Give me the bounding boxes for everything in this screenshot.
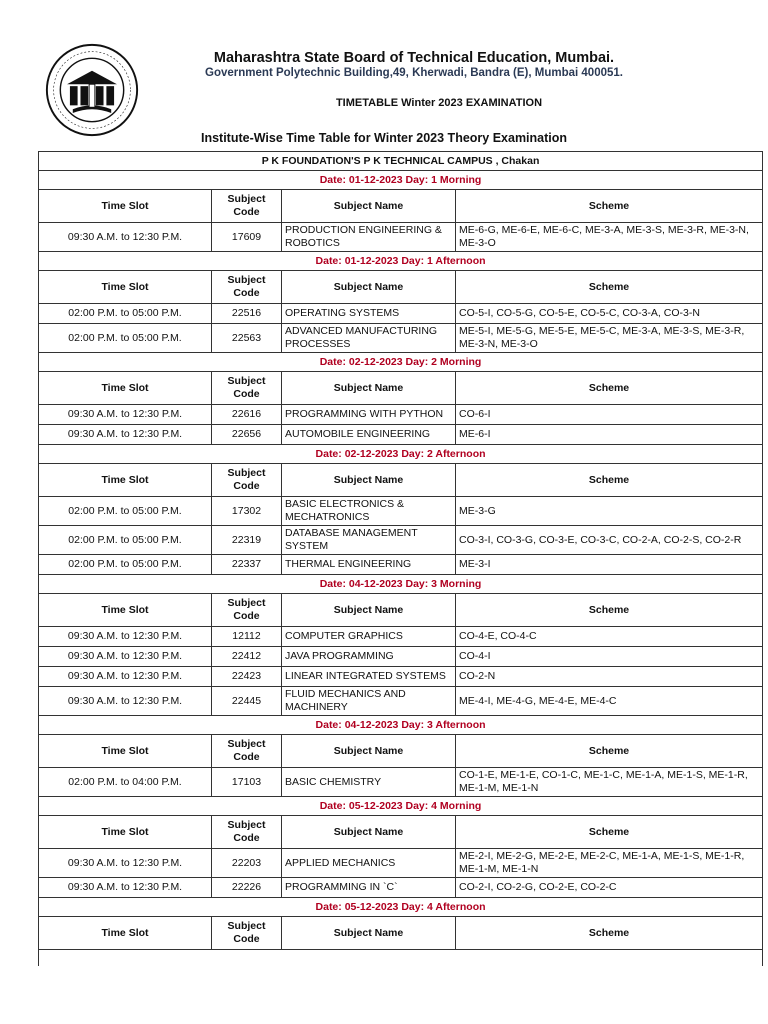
- header-subject-name: Subject Name: [282, 271, 456, 304]
- cell-scheme: CO-4-I: [456, 647, 763, 667]
- timetable: [38, 151, 763, 966]
- cell-scheme: CO-1-E, ME-1-E, CO-1-C, ME-1-C, ME-1-A, ME-1-S, ME-1-R, ME-1-M, ME-1-N: [456, 768, 763, 797]
- session-date: Date: 04-12-2023 Day: 3 Afternoon: [39, 716, 763, 735]
- cell-scheme: CO-2-I, CO-2-G, CO-2-E, CO-2-C: [456, 878, 763, 898]
- session-date-row: [39, 445, 763, 464]
- session-date: Date: 02-12-2023 Day: 2 Morning: [39, 353, 763, 372]
- header-subject-name: Subject Name: [282, 372, 456, 405]
- header-subject-name: Subject Name: [282, 917, 456, 950]
- cell-subject-name: PROGRAMMING IN `C`: [282, 878, 456, 898]
- table-title: Institute-Wise Time Table for Winter 2023 Theory Examination: [200, 131, 568, 145]
- cell-scheme: ME-2-I, ME-2-G, ME-2-E, ME-2-C, ME-1-A, ME-1-S, ME-1-R, ME-1-M, ME-1-N: [456, 849, 763, 878]
- session-date: Date: 02-12-2023 Day: 2 Afternoon: [39, 445, 763, 464]
- session-date-row: [39, 575, 763, 594]
- cell-subject-name: DATABASE MANAGEMENT SYSTEM: [282, 526, 456, 555]
- cell-scheme: CO-3-I, CO-3-G, CO-3-E, CO-3-C, CO-2-A, CO-2-S, CO-2-R: [456, 526, 763, 555]
- cell-scheme: CO-4-E, CO-4-C: [456, 627, 763, 647]
- header-time-slot: Time Slot: [39, 372, 212, 405]
- cell-subject-name: PRODUCTION ENGINEERING & ROBOTICS: [282, 223, 456, 252]
- cell-subject-name: JAVA PROGRAMMING: [282, 647, 456, 667]
- header-subject-name: Subject Name: [282, 464, 456, 497]
- cell-time-slot: 09:30 A.M. to 12:30 P.M.: [39, 647, 212, 667]
- column-header-row: [39, 190, 763, 223]
- table-row: [39, 497, 763, 526]
- cell-subject-code: 17609: [212, 223, 282, 252]
- institute-row: [39, 152, 763, 171]
- header-subject-code: Subject Code: [212, 271, 282, 304]
- header-scheme: Scheme: [456, 594, 763, 627]
- cell-scheme: ME-3-I: [456, 555, 763, 575]
- org-address: Government Polytechnic Building,49, Kherwadi, Bandra (E), Mumbai 400051.: [205, 67, 623, 79]
- header-scheme: Scheme: [456, 735, 763, 768]
- cell-subject-name: AUTOMOBILE ENGINEERING: [282, 425, 456, 445]
- header-time-slot: Time Slot: [39, 464, 212, 497]
- table-row: [39, 878, 763, 898]
- table-row: [39, 627, 763, 647]
- cell-time-slot: 09:30 A.M. to 12:30 P.M.: [39, 405, 212, 425]
- header-subject-code: Subject Code: [212, 816, 282, 849]
- header-time-slot: Time Slot: [39, 271, 212, 304]
- cell-subject-name: BASIC CHEMISTRY: [282, 768, 456, 797]
- session-date-row: [39, 797, 763, 816]
- cell-subject-name: PROGRAMMING WITH PYTHON: [282, 405, 456, 425]
- exam-title: TIMETABLE Winter 2023 EXAMINATION: [335, 97, 543, 109]
- column-header-row: [39, 735, 763, 768]
- cell-subject-code: 22563: [212, 324, 282, 353]
- org-name: Maharashtra State Board of Technical Education, Mumbai.: [213, 50, 615, 66]
- cell-time-slot: 09:30 A.M. to 12:30 P.M.: [39, 223, 212, 252]
- header-time-slot: Time Slot: [39, 816, 212, 849]
- session-date: Date: 01-12-2023 Day: 1 Afternoon: [39, 252, 763, 271]
- header-subject-name: Subject Name: [282, 190, 456, 223]
- cell-subject-name: LINEAR INTEGRATED SYSTEMS: [282, 667, 456, 687]
- cell-scheme: CO-6-I: [456, 405, 763, 425]
- cell-subject-code: 17302: [212, 497, 282, 526]
- continuation-cell: [39, 950, 763, 967]
- session-date: Date: 01-12-2023 Day: 1 Morning: [39, 171, 763, 190]
- cell-subject-name: FLUID MECHANICS AND MACHINERY: [282, 687, 456, 716]
- column-header-row: [39, 594, 763, 627]
- header-scheme: Scheme: [456, 190, 763, 223]
- header-scheme: Scheme: [456, 464, 763, 497]
- header-subject-code: Subject Code: [212, 372, 282, 405]
- column-header-row: [39, 464, 763, 497]
- cell-subject-code: 22203: [212, 849, 282, 878]
- cell-subject-code: 22319: [212, 526, 282, 555]
- header-time-slot: Time Slot: [39, 594, 212, 627]
- header-subject-code: Subject Code: [212, 190, 282, 223]
- table-row: [39, 405, 763, 425]
- header-subject-name: Subject Name: [282, 594, 456, 627]
- cell-scheme: CO-2-N: [456, 667, 763, 687]
- session-date-row: [39, 353, 763, 372]
- cell-subject-code: 22423: [212, 667, 282, 687]
- cell-subject-code: 17103: [212, 768, 282, 797]
- header-subject-code: Subject Code: [212, 594, 282, 627]
- table-row: [39, 324, 763, 353]
- header-time-slot: Time Slot: [39, 190, 212, 223]
- institute-name: P K FOUNDATION'S P K TECHNICAL CAMPUS , Chakan: [39, 152, 763, 171]
- header-scheme: Scheme: [456, 816, 763, 849]
- column-header-row: [39, 816, 763, 849]
- cell-subject-code: 22445: [212, 687, 282, 716]
- session-date-row: [39, 898, 763, 917]
- continuation-row: [39, 950, 763, 967]
- session-date-row: [39, 252, 763, 271]
- session-date-row: [39, 171, 763, 190]
- cell-subject-code: 22516: [212, 304, 282, 324]
- table-row: [39, 849, 763, 878]
- cell-scheme: ME-6-I: [456, 425, 763, 445]
- cell-subject-code: 22412: [212, 647, 282, 667]
- column-header-row: [39, 917, 763, 950]
- cell-time-slot: 02:00 P.M. to 04:00 P.M.: [39, 768, 212, 797]
- cell-time-slot: 09:30 A.M. to 12:30 P.M.: [39, 849, 212, 878]
- header-time-slot: Time Slot: [39, 735, 212, 768]
- cell-subject-name: APPLIED MECHANICS: [282, 849, 456, 878]
- column-header-row: [39, 271, 763, 304]
- cell-subject-name: BASIC ELECTRONICS & MECHATRONICS: [282, 497, 456, 526]
- header-subject-code: Subject Code: [212, 735, 282, 768]
- table-row: [39, 526, 763, 555]
- table-row: [39, 687, 763, 716]
- header-subject-name: Subject Name: [282, 816, 456, 849]
- cell-subject-code: 22616: [212, 405, 282, 425]
- cell-time-slot: 02:00 P.M. to 05:00 P.M.: [39, 526, 212, 555]
- header-time-slot: Time Slot: [39, 917, 212, 950]
- timetable-body: [39, 152, 763, 967]
- cell-time-slot: 02:00 P.M. to 05:00 P.M.: [39, 555, 212, 575]
- header-scheme: Scheme: [456, 917, 763, 950]
- cell-subject-name: COMPUTER GRAPHICS: [282, 627, 456, 647]
- header-subject-code: Subject Code: [212, 464, 282, 497]
- document-header: [0, 0, 768, 150]
- header-subject-name: Subject Name: [282, 735, 456, 768]
- cell-time-slot: 09:30 A.M. to 12:30 P.M.: [39, 425, 212, 445]
- session-date: Date: 04-12-2023 Day: 3 Morning: [39, 575, 763, 594]
- cell-time-slot: 09:30 A.M. to 12:30 P.M.: [39, 667, 212, 687]
- table-row: [39, 555, 763, 575]
- cell-subject-name: ADVANCED MANUFACTURING PROCESSES: [282, 324, 456, 353]
- cell-subject-code: 22656: [212, 425, 282, 445]
- header-scheme: Scheme: [456, 271, 763, 304]
- cell-subject-name: THERMAL ENGINEERING: [282, 555, 456, 575]
- cell-time-slot: 02:00 P.M. to 05:00 P.M.: [39, 497, 212, 526]
- cell-time-slot: 09:30 A.M. to 12:30 P.M.: [39, 627, 212, 647]
- cell-scheme: ME-3-G: [456, 497, 763, 526]
- cell-subject-code: 12112: [212, 627, 282, 647]
- table-row: [39, 223, 763, 252]
- table-row: [39, 647, 763, 667]
- cell-subject-code: 22226: [212, 878, 282, 898]
- cell-subject-name: OPERATING SYSTEMS: [282, 304, 456, 324]
- column-header-row: [39, 372, 763, 405]
- cell-time-slot: 09:30 A.M. to 12:30 P.M.: [39, 687, 212, 716]
- cell-scheme: ME-5-I, ME-5-G, ME-5-E, ME-5-C, ME-3-A, ME-3-S, ME-3-R, ME-3-N, ME-3-O: [456, 324, 763, 353]
- cell-time-slot: 02:00 P.M. to 05:00 P.M.: [39, 324, 212, 353]
- cell-time-slot: 09:30 A.M. to 12:30 P.M.: [39, 878, 212, 898]
- table-row: [39, 304, 763, 324]
- session-date: Date: 05-12-2023 Day: 4 Morning: [39, 797, 763, 816]
- cell-time-slot: 02:00 P.M. to 05:00 P.M.: [39, 304, 212, 324]
- cell-subject-code: 22337: [212, 555, 282, 575]
- session-date: Date: 05-12-2023 Day: 4 Afternoon: [39, 898, 763, 917]
- session-date-row: [39, 716, 763, 735]
- header-scheme: Scheme: [456, 372, 763, 405]
- table-row: [39, 425, 763, 445]
- cell-scheme: CO-5-I, CO-5-G, CO-5-E, CO-5-C, CO-3-A, CO-3-N: [456, 304, 763, 324]
- cell-scheme: ME-4-I, ME-4-G, ME-4-E, ME-4-C: [456, 687, 763, 716]
- header-subject-code: Subject Code: [212, 917, 282, 950]
- table-row: [39, 768, 763, 797]
- table-row: [39, 667, 763, 687]
- cell-scheme: ME-6-G, ME-6-E, ME-6-C, ME-3-A, ME-3-S, ME-3-R, ME-3-N, ME-3-O: [456, 223, 763, 252]
